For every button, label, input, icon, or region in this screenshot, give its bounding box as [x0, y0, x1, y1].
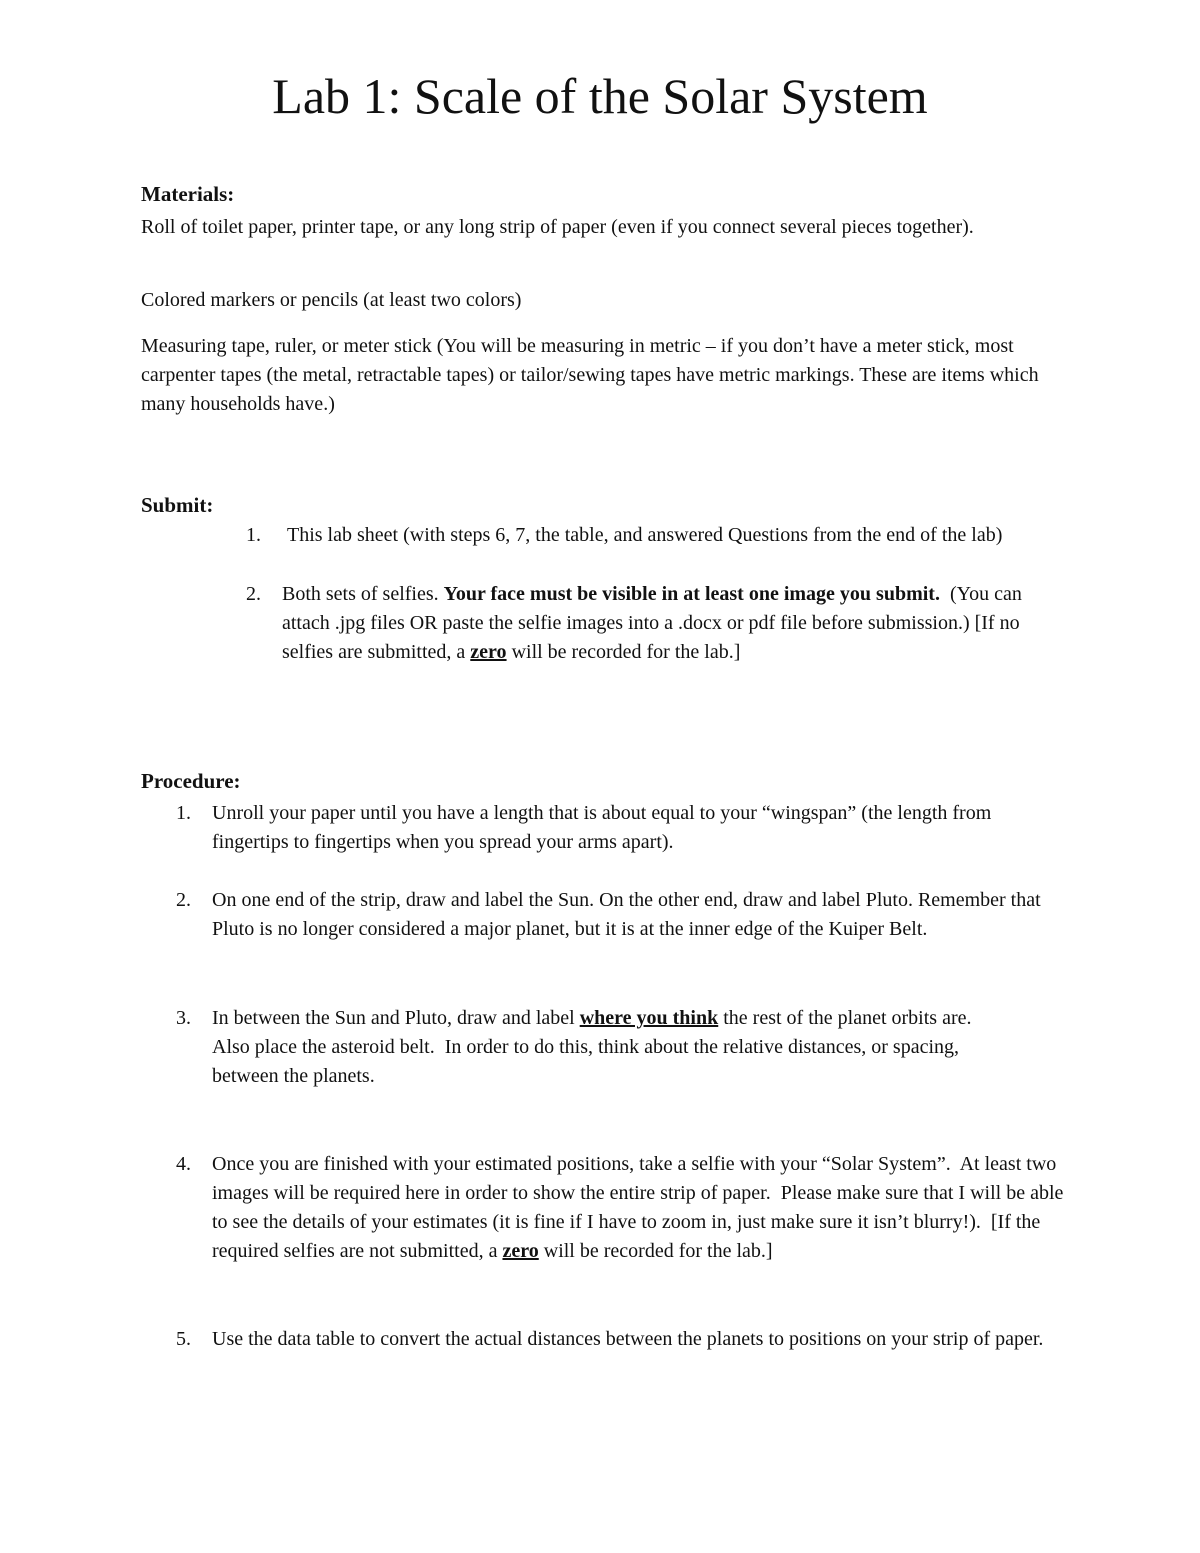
submit-heading: Submit:	[141, 493, 214, 517]
submit-item-2-text-end: will be recorded for the lab.]	[506, 641, 741, 663]
submit-item-2-number: 2.	[246, 583, 261, 605]
procedure-heading: Procedure:	[141, 769, 241, 793]
submit-item-2	[282, 580, 1062, 667]
procedure-item-3	[212, 1004, 1017, 1091]
procedure-item-4-text-end: will be recorded for the lab.]	[538, 1240, 773, 1262]
materials-item-3: Measuring tape, ruler, or meter stick (You will be measuring in metric – if you don’t have a meter stick, most carpenter tapes (the metal, retractable tapes) or tailor/sewing tapes have metric markings. These are items which many households have.)	[141, 335, 1039, 415]
procedure-item-1: Unroll your paper until you have a length that is about equal to your “wingspan” (the length from fingertips to fingertips when you spread your arms apart).	[212, 802, 992, 853]
procedure-item-2-number: 2.	[176, 889, 191, 911]
materials-heading: Materials:	[141, 182, 235, 206]
procedure-item-4-number: 4.	[176, 1153, 191, 1175]
procedure-item-3-text-cont: the rest of the planet orbits are. Also place the asteroid belt. In order to do this, think about the relative distances, or spacing, between the planets.	[212, 1007, 981, 1087]
page-title: Lab 1: Scale of the Solar System	[272, 68, 928, 124]
procedure-item-1-number: 1.	[176, 802, 191, 824]
submit-item-2-bold-text: Your face must be visible in at least one image you submit.	[443, 583, 940, 605]
procedure-item-4-text: Once you are finished with your estimated positions, take a selfie with your “Solar System”. At least two images will be required here in order to show the entire strip of paper. Please make sure that I will be able to see the details of your estimates (it is fine if I have to zoom in, just make sure it isn’t blurry!). [If the required selfies are not submitted, a	[212, 1153, 1069, 1262]
materials-item-2: Colored markers or pencils (at least two colors)	[141, 289, 522, 311]
materials-item-1: Roll of toilet paper, printer tape, or any long strip of paper (even if you connect several pieces together).	[141, 216, 974, 238]
submit-item-2-zero: zero	[470, 641, 507, 663]
procedure-item-5: Use the data table to convert the actual distances between the planets to positions on your strip of paper.	[212, 1328, 1044, 1350]
submit-item-2-text-cont: (You can attach .jpg files OR paste the selfie images into a .docx or pdf file before submission.) [If no selfies are submitted, a	[282, 583, 1027, 663]
procedure-item-2: On one end of the strip, draw and label the Sun. On the other end, draw and label Pluto. Remember that Pluto is no longer considered a major planet, but it is at the inner edge of the Kuiper Belt.	[212, 889, 1041, 940]
procedure-item-5-number: 5.	[176, 1328, 191, 1350]
submit-item-2-text: Both sets of selfies.	[282, 583, 444, 605]
submit-item-1-number: 1.	[246, 524, 261, 546]
submit-item-1: This lab sheet (with steps 6, 7, the table, and answered Questions from the end of the lab)	[282, 524, 1003, 546]
procedure-item-3-text: In between the Sun and Pluto, draw and label	[212, 1007, 580, 1029]
procedure-item-3-number: 3.	[176, 1007, 191, 1029]
procedure-item-4	[212, 1150, 1067, 1266]
procedure-item-4-zero: zero	[502, 1240, 539, 1262]
procedure-item-3-emphasis: where you think	[579, 1007, 719, 1029]
